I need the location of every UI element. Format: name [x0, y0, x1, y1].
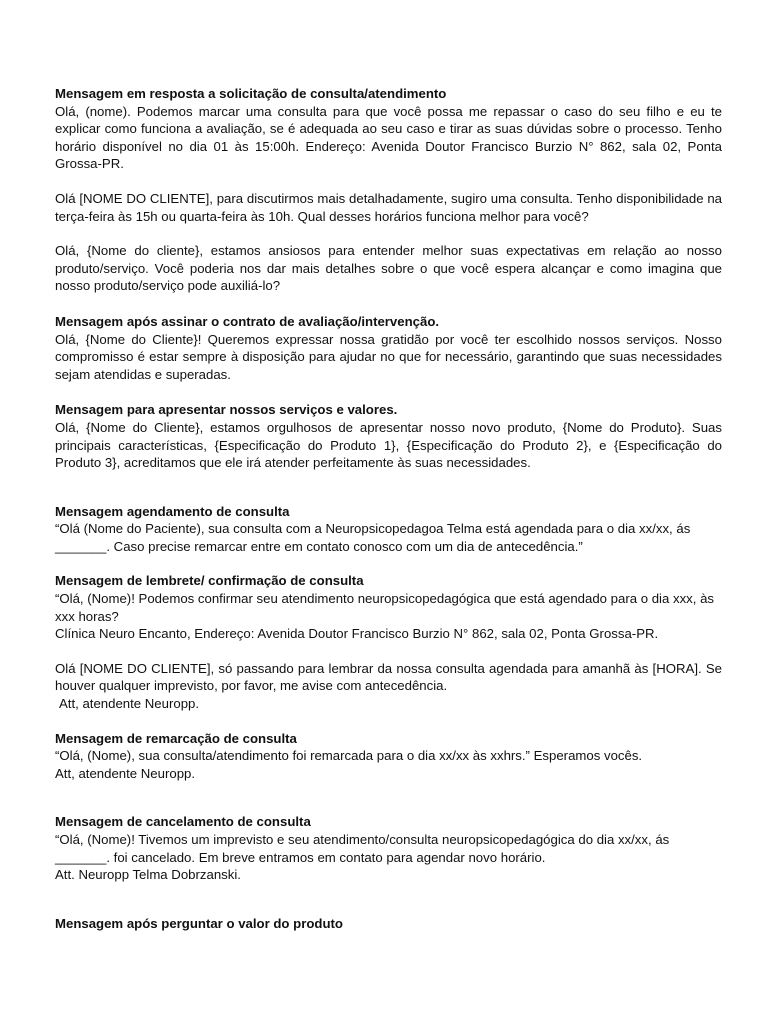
paragraph: Olá, {Nome do Cliente}! Queremos expressar nossa gratidão por você ter escolhido nossos serviços. Nosso compromisso é estar sempre à disposição para ajudar no que for necessário, garantindo que suas necessidades sejam atendidas e superadas.: [55, 331, 722, 382]
section-heading-scheduling: Mensagem agendamento de consulta: [55, 503, 290, 519]
signature-line: Att. Neuropp Telma Dobrzanski.: [55, 867, 241, 883]
section-heading-consultation-request: Mensagem em resposta a solicitação de consulta/atendimento: [55, 86, 447, 101]
paragraph: “Olá, (Nome)! Tivemos um imprevisto e seu atendimento/consulta neuropsicopedagógica do dia xx/xx, ás _______. foi cancelado. Em breve entramos em contato para agendar novo horário.: [55, 832, 670, 865]
section-heading-cancellation: Mensagem de cancelamento de consulta: [55, 814, 311, 830]
paragraph: Olá [NOME DO CLIENTE], só passando para lembrar da nossa consulta agendada para amanhã às [HORA]. Se houver qualquer imprevisto, por favor, me avise com antecedência.: [55, 660, 722, 694]
paragraph: Olá, {Nome do Cliente}, estamos orgulhosos de apresentar nosso novo produto, {Nome do Produto}. Suas principais características, {Especificação do Produto 1}, {Especificação do Produto 2}, e {Especificação do Produto 3}, acreditamos que ele irá atender perfeitamente às suas necessidades.: [55, 419, 722, 471]
paragraph: “Olá, (Nome)! Podemos confirmar seu atendimento neuropsicopedagógica que está agendado para o dia xxx, às xxx horas?: [55, 591, 715, 624]
signature-line: Att, atendente Neuropp.: [59, 696, 200, 712]
section-heading-reminder: Mensagem de lembrete/ confirmação de consulta: [55, 573, 364, 589]
paragraph: “Olá, (Nome), sua consulta/atendimento foi remarcada para o dia xx/xx às xxhrs.” Esperamos vocês.: [55, 748, 643, 764]
paragraph: “Olá (Nome do Paciente), sua consulta com a Neuropsicopedagoa Telma está agendada para o dia xx/xx, ás _______. Caso precise remarcar entre em contato conosco com um dia de antecedência.”: [55, 521, 691, 554]
section-heading-price-question: Mensagem após perguntar o valor do produto: [55, 915, 343, 931]
section-heading-after-contract: Mensagem após assinar o contrato de avaliação/intervenção.: [55, 313, 440, 329]
section-heading-rescheduling: Mensagem de remarcação de consulta: [55, 730, 297, 746]
section-heading-services-values: Mensagem para apresentar nossos serviços e valores.: [55, 402, 398, 418]
paragraph: Olá [NOME DO CLIENTE], para discutirmos mais detalhadamente, sugiro uma consulta. Tenho disponibilidade na terça-feira às 15h ou quarta-feira às 10h. Qual desses horários funciona melhor para você?: [55, 190, 722, 224]
paragraph: Olá, {Nome do cliente}, estamos ansiosos para entender melhor suas expectativas em relação ao nosso produto/serviço. Você poderia nos dar mais detalhes sobre o que você espera alcançar e como imagina que nosso produto/serviço pode auxiliá-lo?: [55, 243, 722, 294]
paragraph: Olá, (nome). Podemos marcar uma consulta para que você possa me repassar o caso do seu filho e eu te explicar como funciona a avaliação, se é adequada ao seu caso e tirar as suas dúvidas sobre o processo. Tenho horário disponível no dia 01 às 15:00h. Endereço: Avenida Doutor Francisco Burzio N° 862, sala 02, Ponta Grossa-PR.: [55, 103, 722, 172]
paragraph: Clínica Neuro Encanto, Endereço: Avenida Doutor Francisco Burzio N° 862, sala 02, Ponta Grossa-PR.: [55, 626, 659, 642]
document-page: [55, 85, 722, 932]
signature-line: Att, atendente Neuropp.: [55, 765, 196, 781]
